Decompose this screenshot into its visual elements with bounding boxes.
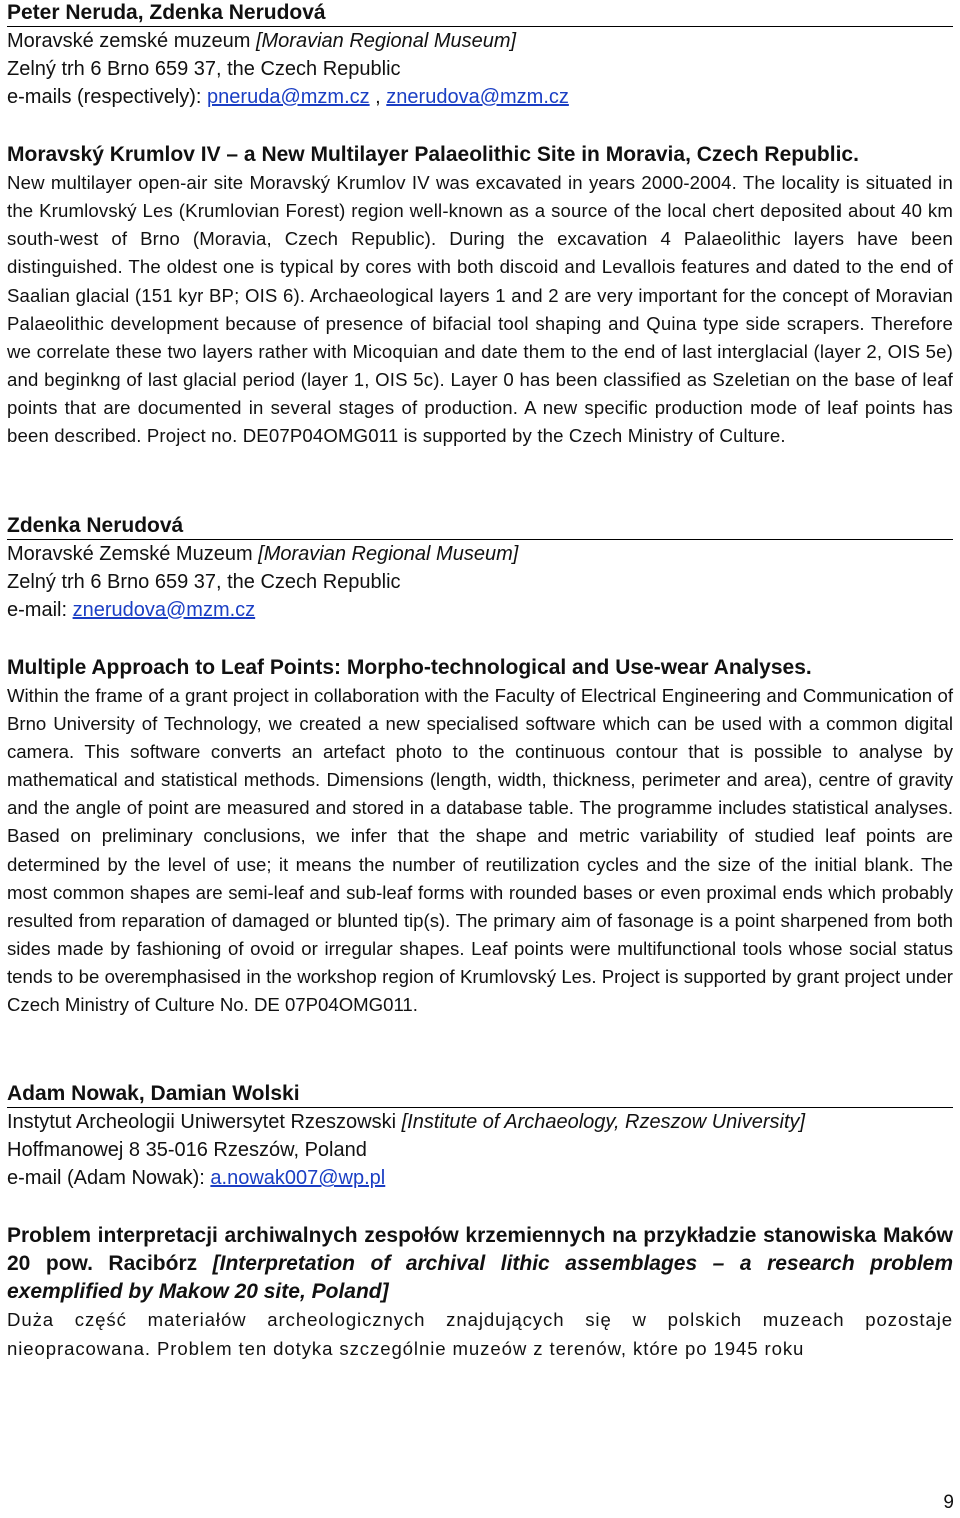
paper-title	[7, 1222, 953, 1306]
email-separator: ,	[369, 86, 387, 108]
document-page	[7, 0, 953, 1363]
abstract-text: New multilayer open-air site Moravský Krumlov IV was excavated in years 2000-2004. The locality is situated in the Krumlovský Les (Krumlovian Forest) region well-known as a source of the local chert deposited about 40 km south-west of Brno (Moravia, Czech Republic). During the excavation 4 Palaeolithic layers have been distinguished. The oldest one is typical by cores with both discoid and Levallois features and dated to the end of Saalian glacial (151 kyr BP; OIS 6). Archaeological layers 1 and 2 are very important for the concept of Moravian Palaeolithic development because of presence of bifacial tool shaping and Quina type side scrapers. Therefore we correlate these two layers rather with Micoquian and date them to the end of last interglacial (layer 2, OIS 5e) and beginkng of last glacial period (layer 1, OIS 5c). Layer 0 has been classified as Szeletian on the base of leaf points that are documented in several stages of production. A new specific production mode of leaf points has been described. Project no. DE07P04OMG011 is supported by the Czech Ministry of Culture.	[7, 172, 953, 447]
affiliation	[7, 540, 953, 568]
abstract-text: Duża część materiałów archeologicznych znajdujących się w polskich muzeach pozostaje nieopracowana. Problem ten dotyka szczególnie muzeów z terenów, które po 1945 roku	[7, 1309, 953, 1359]
entry-header	[7, 513, 953, 540]
email-link-znerudova[interactable]: znerudova@mzm.cz	[72, 598, 256, 621]
email-line	[7, 1164, 953, 1192]
email-label: e-mail (Adam Nowak):	[7, 1167, 211, 1190]
paper-title: Multiple Approach to Leaf Points: Morpho-technological and Use-wear Analyses.	[7, 655, 812, 679]
email-link-anowak[interactable]: a.nowak007@wp.pl	[210, 1167, 386, 1190]
entry-header	[7, 1081, 953, 1108]
entry-header	[7, 0, 953, 27]
affiliation-translation: [Moravian Regional Museum]	[258, 542, 519, 565]
email-label: e-mail:	[7, 598, 73, 621]
address: Hoffmanowej 8 35-016 Rzeszów, Poland	[7, 1139, 367, 1162]
affiliation	[7, 1108, 953, 1136]
affiliation-name: Moravské zemské muzeum	[7, 30, 256, 52]
abstract-entry-2	[7, 513, 953, 1020]
author-names: Peter Neruda, Zdenka Nerudová	[7, 1, 326, 24]
paper-title: Moravský Krumlov IV – a New Multilayer Palaeolithic Site in Moravia, Czech Republic.	[7, 143, 859, 166]
abstract-entry-1	[7, 0, 953, 451]
page-number: 9	[943, 1492, 954, 1513]
abstract-entry-3	[7, 1081, 953, 1362]
email-label: e-mails (respectively):	[7, 86, 208, 108]
email-line	[7, 83, 953, 111]
author-names: Adam Nowak, Damian Wolski	[7, 1082, 300, 1106]
address: Zelný trh 6 Brno 659 37, the Czech Republic	[7, 58, 401, 80]
email-link-znerudova[interactable]: znerudova@mzm.cz	[386, 86, 569, 108]
abstract-text: Within the frame of a grant project in collaboration with the Faculty of Electrical Engineering and Communication of Brno University of Technology, we created a new specialised software which can be used with a common digital camera. This software converts an artefact photo to the continuous contour that is possible to analyse by mathematical and statistical methods. Dimensions (length, width, thickness, perimeter and area), centre of gravity and the angle of point are measured and stored in a database table. The programme includes statistical analyses. Based on preliminary conclusions, we infer that the shape and metric variability of studied leaf points are determined by the level of use; it means the number of reutilization cycles and the size of the initial blank. The most common shapes are semi-leaf and sub-leaf forms with rounded bases or even proximal ends which probably resulted from reparation of damaged or blunted tip(s). The primary aim of fasonage is a point sharpened from both sides made by fashioning of ovoid or irregular shapes. Leaf points were multifunctional tools whose social status tends to be overemphasised in the workshop region of Krumlovský Les. Project is supported by grant project under Czech Ministry of Culture No. DE 07P04OMG011.	[7, 684, 953, 1016]
author-names: Zdenka Nerudová	[7, 513, 184, 537]
affiliation-name: Moravské Zemské Muzeum	[7, 542, 259, 565]
affiliation-translation: [Moravian Regional Museum]	[255, 30, 517, 52]
affiliation-translation: [Institute of Archaeology, Rzeszow University]	[401, 1111, 806, 1134]
email-link-pneruda[interactable]: pneruda@mzm.cz	[207, 86, 370, 108]
affiliation	[7, 27, 953, 55]
paper-title-polish: Problem interpretacji archiwalnych zespołów krzemiennych na przykładzie stanowiska Maków 20 pow. Racibórz	[7, 1224, 953, 1276]
address: Zelný trh 6 Brno 659 37, the Czech Republic	[7, 570, 401, 593]
email-line	[7, 596, 953, 624]
affiliation-name: Instytut Archeologii Uniwersytet Rzeszowski	[7, 1111, 402, 1134]
paper-title-translation: [Interpretation of archival lithic assemblages – a research problem exemplified by Makow 20 site, Poland]	[7, 1252, 953, 1304]
